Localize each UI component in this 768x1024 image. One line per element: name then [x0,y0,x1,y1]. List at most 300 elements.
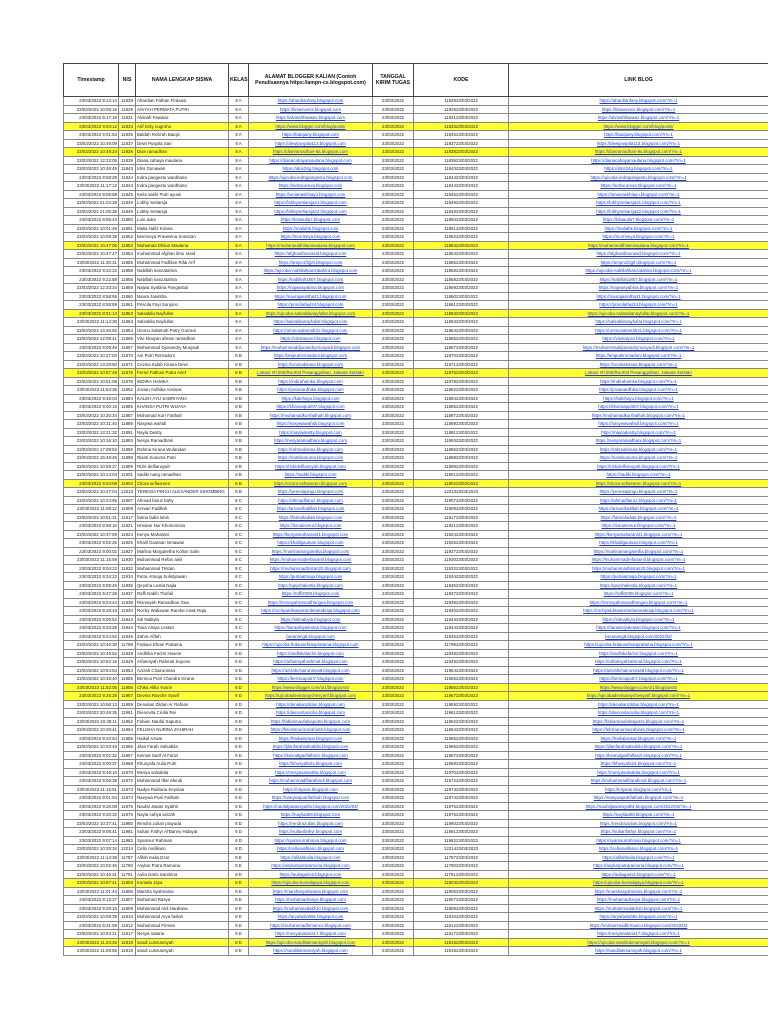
cell-link-blog[interactable]: https://arsvarifadillah.blogspot.com/?m=1 [509,505,768,514]
cell-alamat-link[interactable]: https://yeresiapingu.blogspot.com [249,488,373,497]
cell-alamat-link[interactable]: https://rendrazulian.blogspot.com [249,819,373,828]
cell-alamat-link[interactable]: https://muhammadiftarafendi.blogspot.com [249,777,373,786]
cell-link-blog[interactable]: https://morriseya.blogspot.com/?m=1 [509,233,768,242]
cell-link-blog[interactable]: https://putraatmaja.blogspot.com/?m=1 [509,573,768,582]
cell-tanggal: 23/03/2022 [373,335,414,344]
cell-kelas: 8 A [229,131,249,140]
cell-link-blog[interactable]: https://fabiannaufalsaputra.blogspot.com/?m=1 [509,717,768,726]
cell-alamat-link[interactable]: https://muhamadkurrfatihah.blogspot.com [249,411,373,420]
cell-alamat-link[interactable]: https://denalianzildan.blogspot.com [249,700,373,709]
cell-nis: 11938 [119,598,136,607]
cell-link-blog[interactable]: https://auliagaris2.blogspot.com/?m=1 [509,870,768,879]
cell-timestamp: 23/03/2022 9:48:03 [64,394,119,403]
cell-alamat-link[interactable]: https://nabillah1807.blogspot.com [249,275,373,284]
cell-link-blog[interactable]: https://andhikafachri.blogspot.com/?m=1 [509,649,768,658]
cell-alamat-link[interactable]: https://citora-sefiasreen.blogspot.com [249,479,373,488]
cell-kode: 1192723/03/2022 [414,547,509,556]
cell-alamat-link[interactable]: https://ujicobadevinaraychesyarif.blogspot.com [249,692,373,701]
cell-link-blog[interactable]: https://ummusalamah31.blogspot.com/?m=1 [509,326,768,335]
table-row [64,462,768,471]
cell-link-blog[interactable]: https://dianramadhan-8a.blogspot.com/?m=1 [509,148,768,157]
cell-kelas: 8 C [229,573,249,582]
cell-kode: 1185423/03/2022 [414,250,509,259]
cell-nama: Rendra zulian prayuda [136,819,229,828]
cell-alamat-link[interactable]: https://morriseya.blogspot.com [249,233,373,242]
cell-link-blog[interactable]: https://sadiki.blogspot.com/?m=1 [509,471,768,480]
cell-timestamp: 23/03/2022 10:24:55 [64,496,119,505]
cell-alamat-link[interactable]: https://www.blogger.com/u/1/blog/posts/ [249,683,373,692]
cell-link-blog[interactable]: https://haikalazwar.blogspot.com/?m=1 [509,734,768,743]
table-row [64,292,768,301]
cell-link-blog[interactable]: https://asykarputraramona.blogspot.com/?m=1 [509,862,768,871]
cell-tanggal: 23/03/2022 [373,369,414,378]
cell-kode: 1192423/03/2022 [414,530,509,539]
cell-nama: Mesya salsabila [136,768,229,777]
cell-link-blog[interactable]: https://ampn1f2jph.blogspot.com/?m=1 [509,258,768,267]
cell-nama: Khalil Gautsan Ismawan [136,539,229,548]
cell-alamat-link[interactable]: https://naeywaputrifathiah.blogspot.com [249,794,373,803]
cell-link-blog[interactable]: https://cevinakirana.blogspot.com/?m=1 [509,360,768,369]
cell-link-blog[interactable]: https://muhamadrasya.blogspot.com/?m=1 [509,896,768,905]
cell-kelas: 8 C [229,539,249,548]
cell-alamat-link[interactable]: https://marlinamargaretha.blogspot.com [249,547,373,556]
cell-alamat-link[interactable]: https://muhammadrefanainil.blogspot.com [249,556,373,565]
cell-timestamp: 23/03/2022 9:04:22 [64,564,119,573]
cell-link-blog[interactable]: https://indirahamka.blogspot.com/?m=1 [509,377,768,386]
cell-tanggal: 23/03/2022 [373,938,414,947]
cell-nama: Najwa Syabina Pangastuti [136,284,229,293]
cell-alamat-link[interactable]: https://ujicoba-sandilukmansyah.blogspot.com [249,938,373,947]
cell-link-blog[interactable]: https://ismainenur.blogspot.com/?m=1 [509,522,768,531]
cell-alamat-link[interactable]: https://azizahchairunnisa8.blogspot.com [249,666,373,675]
cell-kode: 1184923/03/2022 [414,207,509,216]
cell-alamat-link[interactable]: https://putraatmaja.blogspot.com [249,573,373,582]
cell-alamat-link[interactable]: https://khansaputri07.blogspot.com [249,403,373,412]
cell-link-blog[interactable]: https://syamsurrahman.blogspot.com/?m=1 [509,836,768,845]
cell-alamat-link[interactable]: https://ujicoba-salsabilanayfullar.blogspot.com [249,309,373,318]
cell-kode: 1179823/03/2022 [414,641,509,650]
cell-kelas: 8 B [229,352,249,361]
cell-tanggal: 23/03/2022 [373,913,414,922]
cell-alamat-link[interactable]: https://sadiki.blogspot.com [249,471,373,480]
cell-link-blog[interactable]: https://ahardianfany.blogspot.com/?m=1 [509,97,768,106]
cell-link-blog[interactable]: https://www.blogger.com/blog/posts/ [509,122,768,131]
cell-link-blog[interactable]: https://naeywaputrifathiah.blogspot.com/?m=1 [509,794,768,803]
cell-link-blog[interactable]: https://sitinabiyla.blogspot.com/?m=1 [509,615,768,624]
cell-link-blog[interactable]: https://celloavrilliano.blogspot.com/?m=1 [509,845,768,854]
table-row [64,199,768,208]
cell-link-blog[interactable]: https://lobbysetiarsja22.blogspot.com/?m=1 [509,207,768,216]
cell-nis: 11976 [119,811,136,820]
cell-kode: 1195523/03/2022 [414,675,509,684]
cell-alamat-link[interactable]: https://nesyaramadhani.blogspot.com [249,437,373,446]
cell-link-blog[interactable]: https://muhammadfirmanco.blogspot.com/2022/03 [509,921,768,930]
cell-alamat-link[interactable]: https://lolaaulia7.blogspot.com [249,216,373,225]
cell-timestamp: 23/03/2022 9:29:15 [64,904,119,913]
cell-link-blog[interactable]: https://aniputriromadoni.blogspot.com/?m=1 [509,352,768,361]
cell-alamat-link[interactable]: Lokasi: Rt.006/Rw.003 Pesanggrahan, Jakarta Selatan [249,369,373,378]
cell-timestamp: 23/03/2022 10:20:34 [64,411,119,420]
cell-alamat-link[interactable]: https://muhameddhilanmaulana.blogspot.com [249,241,373,250]
cell-link-blog[interactable]: https://keimalgarifalfarizi.blogspot.com/?m=1 [509,751,768,760]
cell-alamat-link[interactable]: https://cevinakirana.blogspot.com [249,360,373,369]
cell-kelas: 8 A [229,318,249,327]
cell-alamat-link[interactable]: https://fatmafadia5.blogspot.com [249,513,373,522]
cell-kode: 1194023/03/2022 [414,607,509,616]
cell-timestamp: 23/03/2022 10:54:54 [64,666,119,675]
cell-kode: 1193423/03/2022 [414,573,509,582]
cell-alamat-link[interactable]: https://dienovitacicilia.blogspot.com [249,709,373,718]
cell-link-blog[interactable]: https://riantikusuma.blogspot.com/?m=1 [509,454,768,463]
cell-alamat-link[interactable]: https://nasywawahidi.blogspot.com [249,420,373,429]
cell-alamat-link[interactable]: https://andhikafachri.blogspot.com [249,649,373,658]
cell-nis: 11810 [119,913,136,922]
cell-kode: 1180923/03/2022 [414,904,509,913]
cell-link-blog[interactable]: https://nesyanataria17.blogspot.com/?m=1 [509,930,768,939]
cell-link-blog[interactable]: https://mesyasalsabila.blogspot.com/?m=1 [509,768,768,777]
cell-alamat-link[interactable]: https://dewipuspita113.blogspot.com [249,139,373,148]
cell-nama: Dienovita Cicilia Rei [136,709,229,718]
cell-link-blog[interactable]: https://kalehayu.blogspot.com/?m=1 [509,394,768,403]
cell-link-blog[interactable]: https://ujicoba-kumalajaya.blogspot.com/?m=1 [509,879,768,888]
cell-kode: 1196223/03/2022 [414,717,509,726]
table-row [64,369,768,378]
cell-alamat-link[interactable]: https://alvinahfawwaz.blogspot.com [249,114,373,123]
cell-link-blog[interactable]: https://rahmakirana.blogspot.com/?m=1 [509,445,768,454]
cell-alamat-link[interactable]: https://celloavrilliano.blogspot.com [249,845,373,854]
table-row [64,649,768,658]
cell-link-blog[interactable]: https://fatmafadia5.blogspot.com/?m=1 [509,513,768,522]
cell-tanggal: 23/03/2022 [373,241,414,250]
cell-alamat-link[interactable]: https://auliagaris2.blogspot.com [249,870,373,879]
cell-alamat-link[interactable]: https://tiaraalsiyalestari.blogspot.com [249,624,373,633]
cell-alamat-link[interactable]: https://fabiannaufalsaputra.blogspot.com [249,717,373,726]
cell-alamat-link[interactable]: https://khalilgautsan.blogspot.com [249,539,373,548]
cell-kelas: 8 B [229,386,249,395]
cell-alamat-link[interactable]: https://rahmakirana.blogspot.com [249,445,373,454]
cell-nis: 11917 [119,513,136,522]
cell-alamat-link[interactable]: https://sultanfathyr.blogspot.com [249,828,373,837]
cell-alamat-link[interactable]: https://naurajasintha21.blogspot.com [249,292,373,301]
cell-link-blog[interactable]: https://muhammadrefanainil.blogspot.com/?m=1 [509,556,768,565]
cell-alamat-link[interactable]: https://kalehayu.blogspot.com [249,394,373,403]
cell-alamat-link[interactable]: https://ujicoba-kumalajaya.blogspot.com [249,879,373,888]
table-row [64,862,768,871]
cell-alamat-link[interactable]: https://sitinabiyla.blogspot.com [249,615,373,624]
cell-alamat-link[interactable]: https://indracoreva.blogspot.com [249,182,373,191]
cell-alamat-link[interactable]: https://ujicoba-indrapangestu.blogspot.com [249,173,373,182]
header-alamat-blogger: ALAMAT BLOGGER KALIAN (Contoh Penulisannya https://ampn-cs.blogspot.com) [249,64,373,97]
cell-alamat-link[interactable]: https://raffi2008.blogspot.com [249,590,373,599]
cell-nama: Naufal Jawas Syathir [136,802,229,811]
cell-link-blog[interactable]: https://ahmadfairuz.blogspot.com/?m=1 [509,496,768,505]
cell-alamat-link[interactable]: https://nityarai.blogspot.com [249,785,373,794]
cell-kode: 1192523/03/2022 [414,539,509,548]
cell-link-blog[interactable]: https://dewipuspita113.blogspot.com/?m=1 [509,139,768,148]
cell-alamat-link[interactable]: https://maliahk.blogspot.com [249,224,373,233]
cell-link-blog[interactable]: https://muhammadtristan20.blogspot.com/?m=1 [509,564,768,573]
cell-link-blog[interactable]: https://nasywawahidi.blogspot.com/?m=1 [509,420,768,429]
cell-link-blog[interactable]: https://rismayahramadhangea.blogspot.com/?m=1 [509,598,768,607]
cell-kelas: 8 C [229,607,249,616]
cell-alamat-link[interactable]: https://muhamadrasya.blogspot.com [249,896,373,905]
cell-alamat-link[interactable]: https://keimalgarifalfarizi.blogspot.com [249,751,373,760]
cell-nama: sandi Lukmansyah [136,938,229,947]
cell-alamat-link[interactable]: https://jilanfarahsalsabila.blogspot.com [249,743,373,752]
cell-nis: 11829 [119,105,136,114]
cell-link-blog[interactable]: https://indracoreva.blogspot.com/?m=1 [509,182,768,191]
cell-link-blog[interactable]: https://rizkidelfiansyah.blogspot.com/?m=1 [509,462,768,471]
cell-link-blog[interactable]: https://raffi2008.blogspot.com/?m=1 [509,590,768,599]
cell-link-blog[interactable]: https://ujicoba-indrapangestu.blogspot.com/?m=1 [509,173,768,182]
cell-kode: 1193723/03/2022 [414,590,509,599]
cell-alamat-link[interactable]: https://rizkidelfiansyah.blogspot.com [249,462,373,471]
cell-alamat-link[interactable]: https://haikalazwar.blogspot.com [249,734,373,743]
cell-link-blog[interactable]: https://maliahk.blogspot.com/?m=1 [509,224,768,233]
cell-kode: 1186523/03/2022 [414,335,509,344]
cell-alamat-link[interactable]: https://ismainenur.blogspot.com [249,522,373,531]
cell-alamat-link[interactable]: https://nayladestty.blogspot.com [249,428,373,437]
cell-link-blog[interactable]: https://naufaljawassyathir.blogspot.com/2022/03/?m=1 [509,802,768,811]
cell-kelas: 8 E [229,887,249,896]
cell-alamat-link[interactable]: https://dianacahayamaulana.blogspot.com [249,156,373,165]
cell-link-blog[interactable]: https://nabillah1807.blogspot.com/?m=1 [509,275,768,284]
cell-alamat-link[interactable]: https://ionianaskhiayu.blogspot.com [249,190,373,199]
cell-kelas: 8 C [229,522,249,531]
cell-kode: 1186423/03/2022 [414,326,509,335]
cell-link-blog[interactable]: https://ujicoba-salsabilanayfullar.blogspot.com/?m=1 [509,309,768,318]
cell-link-blog[interactable]: https://denalianzildan.blogspot.com/?m=1 [509,700,768,709]
cell-nama: Rizki delfiansyah [136,462,229,471]
cell-timestamp: 23/03/2022 10:25:34 [64,845,119,854]
cell-alamat-link[interactable]: https://riantikusuma.blogspot.com [249,454,373,463]
cell-timestamp: 23/03/2022 10:48:40 [64,675,119,684]
cell-link-blog[interactable]: https://ujicoba-firdausefnanpratama.blogspot.com/?m=1 [509,641,768,650]
cell-nis: 11898 [119,454,136,463]
cell-link-blog[interactable]: https://arfiansyahrahmat.blogspot.com/?m=1 [509,658,768,667]
cell-alamat-link[interactable]: https://muhammadtristan20.blogspot.com [249,564,373,573]
table-row [64,564,768,573]
cell-link-blog[interactable]: https://muhammadiftarafendi.blogspot.com/?m=1 [509,777,768,786]
cell-nama: Muhammad Tristan [136,564,229,573]
cell-alamat-link[interactable]: https://dianramadhan-8a.blogspot.com [249,148,373,157]
cell-link-blog[interactable]: https://najwasyabina.blogspot.com/?m=1 [509,284,768,293]
cell-link-blog[interactable]: https://lobbysetiarsja21.blogspot.com/?m=1 [509,199,768,208]
cell-alamat-link[interactable]: https://alifahkaila.blogspot.com [249,853,373,862]
cell-link-blog[interactable]: https://muhammaddjunandrymusyadi.blogspot.com/?m=1 [509,343,768,352]
table-row [64,131,768,140]
cell-link-blog[interactable]: https://nesyaramadhani.blogspot.com/?m=1 [509,437,768,446]
cell-link-blog[interactable]: https://citora-sefiasreen.blogspot.com/?m=1 [509,479,768,488]
cell-link-blog[interactable]: https://azizahchairunnisa8.blogspot.com/?m=1 [509,666,768,675]
cell-kode: 1184423/03/2022 [414,173,509,182]
cell-link-blog[interactable]: https://salsabilanayfullar.blogspot.com/?m=1 [509,318,768,327]
cell-alamat-link[interactable]: https://rismayahramadhangea.blogspot.com [249,598,373,607]
cell-tanggal: 23/03/2022 [373,114,414,123]
cell-link-blog[interactable]: https://jilanfarahsalsabila.blogspot.com/?m=1 [509,743,768,752]
cell-timestamp: 23/03/2022 8:56:43 [64,216,119,225]
cell-link-blog[interactable]: https://ujicobadevinaraychesyarif.blogspot.com/?m=1 [509,692,768,701]
cell-alamat-link[interactable]: https://rochywidiswanrambeanakraja.blogspot.com [249,607,373,616]
cell-alamat-link[interactable]: https://lintasvenix.blogspot.com [249,105,373,114]
table-row [64,488,768,497]
cell-link-blog[interactable]: https://dienovitacicilia.blogspot.com/?m=1 [509,709,768,718]
cell-link-blog[interactable]: https://ujicoba-sandilukmansyah.blogspot.com/?m=1 [509,938,768,947]
cell-link-blog[interactable]: https://bernicaputri7.blogspot.com/?m=1 [509,675,768,684]
cell-link-blog[interactable]: https://yeresiapingu.blogspot.com/?m=1 [509,488,768,497]
cell-link-blog[interactable]: https://idris24g.blogspot.com/?m=1 [509,165,768,174]
cell-alamat-link[interactable]: https://nayliaa08.blogspot.com [249,811,373,820]
cell-link-blog[interactable]: https://tiaraalsiyalestari.blogspot.com/?m=1 [509,624,768,633]
cell-link-blog[interactable]: https://alifahkaila.blogspot.com/?m=1 [509,853,768,862]
cell-link-blog[interactable]: https://lolaaulia7.blogspot.com/?m=1 [509,216,768,225]
table-row [64,556,768,565]
cell-alamat-link[interactable]: https://syamsurrahman.blogspot.com [249,836,373,845]
cell-link-blog[interactable]: https://khusyafa24.blogspot.com/?m=1 [509,760,768,769]
cell-alamat-link[interactable]: https://asykarputraramona.blogspot.com [249,862,373,871]
cell-alamat-link[interactable]: https://kenyamaharani21.blogspot.com [249,530,373,539]
cell-link-blog[interactable]: https://dianacahayamaulana.blogspot.com/?m=1 [509,156,768,165]
cell-link-blog[interactable]: https://sandilukmansyah.blogspot.com/?m=1 [509,947,768,956]
cell-alamat-link[interactable]: https://baiqiany.blogspot.com [249,131,373,140]
cell-alamat-link[interactable]: https://aniputriromadoni.blogspot.com [249,352,373,361]
cell-link-blog[interactable]: https://baiqiany.blogspot.com/?m=1 [509,131,768,140]
cell-kode: 1194423/03/2022 [414,624,509,633]
cell-alamat-link[interactable]: https://lobbysetiarsja22.blogspot.com [249,207,373,216]
cell-alamat-link[interactable]: https://muhammaddjunandrymusyadi.blogspot.com [249,343,373,352]
cell-kode: 1180523/03/2022 [414,887,509,896]
cell-alamat-link[interactable]: https://marshasyahirania.blogspot.com [249,887,373,896]
cell-alamat-link[interactable]: https://ujicoba-firdausefnanpratama.blogspot.com [249,641,373,650]
cell-nis: 11967 [119,751,136,760]
cell-alamat-link[interactable]: https://indirahamka.blogspot.com [249,377,373,386]
cell-link-blog[interactable]: https://naurajasintha21.blogspot.com/?m=1 [509,292,768,301]
cell-alamat-link[interactable]: https://nesyanataria17.blogspot.com [249,930,373,939]
cell-kelas: 8 E [229,938,249,947]
cell-nis: 11887 [119,411,136,420]
cell-link-blog[interactable]: https://marshasyahirania.blogspot.com/?m=1 [509,887,768,896]
cell-alamat-link[interactable]: https://arfiansyahrahmat.blogspot.com [249,658,373,667]
cell-link-blog[interactable]: https://nityarai.blogspot.com/?m=1 [509,785,768,794]
cell-tanggal: 23/03/2022 [373,292,414,301]
cell-link-blog[interactable]: https://kenyamaharani21.blogspot.com/?m=1 [509,530,768,539]
cell-nama: Vito khaiyan ahnan ramadhan [136,335,229,344]
cell-nama: Salsabila Nayfullar [136,309,229,318]
cell-alamat-link[interactable]: https://naufaljawassyathir.blogspot.com/2022/03/ [249,802,373,811]
cell-alamat-link[interactable]: https://arsvarifadillah.blogspot.com [249,505,373,514]
table-row [64,828,768,837]
cell-alamat-link[interactable]: https://ampn1f2jph.blogspot.com [249,258,373,267]
cell-alamat-link[interactable]: https://afghanibnurasid.blogspot.com [249,250,373,259]
cell-kelas: 8 C [229,598,249,607]
cell-link-blog[interactable]: https://muhameddhilanmaulana.blogspot.com/?m=1 [509,241,768,250]
cell-link-blog[interactable]: https://nayladestty.blogspot.com/?m=1 [509,428,768,437]
cell-link-blog[interactable]: https://ionianaskhiayu.blogspot.com/?m=1 [509,190,768,199]
cell-link-blog[interactable]: https://nayliaa08.blogspot.com/?m=1 [509,811,768,820]
cell-link-blog[interactable]: https://jovianardhika.blogspot.com/?m=1 [509,386,768,395]
cell-alamat-link[interactable]: https://felishanurinazahirah.blogspot.com [249,726,373,735]
cell-alamat-link[interactable]: https://idris24g.blogspot.com [249,165,373,174]
cell-alamat-link[interactable]: https://www.blogger.com/blog/posts/ [249,122,373,131]
cell-link-blog[interactable]: https://qeyshalestia.blogspot.com/?m=1 [509,581,768,590]
cell-kode: 1221423/03/2022 [414,845,509,854]
cell-alamat-link[interactable]: https://salsabilanayfullar.blogspot.com [249,318,373,327]
cell-link-blog[interactable]: https://rochywidiswanrambeanakraja.blogspot.com/?m=1 [509,607,768,616]
cell-link-blog[interactable]: beranang8.blogspot.com/2022/03/ [509,632,768,641]
cell-link-blog[interactable]: https://marlinamargaretha.blogspot.com/?m=1 [509,547,768,556]
cell-link-blog[interactable]: https://khalilgautsan.blogspot.com/?m=1 [509,539,768,548]
cell-alamat-link[interactable]: https://muhammadfirmanco.blogspot.com [249,921,373,930]
cell-link-blog[interactable]: https://vitokaiyan.blogspot.com/?m=1 [509,335,768,344]
cell-alamat-link[interactable]: https://sandilukmansyah.blogspot.com [249,947,373,956]
cell-link-blog[interactable]: Lokasi: Rt.006/Rw.003 Pesanggrahan, Jakarta Selatan [509,369,768,378]
cell-alamat-link[interactable]: https://mesyasalsabila.blogspot.com [249,768,373,777]
cell-alamat-link[interactable]: https://ahmadfairuz.blogspot.com [249,496,373,505]
cell-kelas: 8 E [229,904,249,913]
cell-nis: 11970 [119,768,136,777]
cell-nis: 11909 [119,505,136,514]
cell-alamat-link[interactable]: https://aryafaslah8e.blogspot.com [249,913,373,922]
cell-link-blog[interactable]: https://www.blogger.com/u/1/blog/posts/ [509,683,768,692]
cell-link-blog[interactable]: https://ujicoba-nabillahkanzatahira.blogspot.com/?m=1 [509,267,768,276]
cell-alamat-link[interactable]: https://jovianardhika.blogspot.com [249,386,373,395]
table-row [64,241,768,250]
cell-tanggal: 23/03/2022 [373,811,414,820]
cell-alamat-link[interactable]: https://qeyshalestia.blogspot.com [249,581,373,590]
cell-kode: 1195423/03/2022 [414,666,509,675]
cell-kode: 1193823/03/2022 [414,598,509,607]
cell-alamat-link[interactable]: https://najwasyabina.blogspot.com [249,284,373,293]
cell-nama: Khusyafa Aulia Putri [136,760,229,769]
cell-alamat-link[interactable]: https://ujicoba-nabillahkanzatahira.blogspot.com [249,267,373,276]
table-row [64,598,768,607]
cell-link-blog[interactable]: https://aryafaslah8e.blogspot.com/?m=1 [509,913,768,922]
cell-timestamp: 23/03/2022 9:22:22 [64,267,119,276]
cell-link-blog[interactable]: https://lintasvenix.blogspot.com/?m=1 [509,105,768,114]
cell-alamat-link[interactable]: https://priscilafayi24.blogspot.com [249,301,373,310]
cell-tanggal: 23/03/2022 [373,513,414,522]
cell-kode: 1192123/03/2022 [414,522,509,531]
cell-link-blog[interactable]: https://muhamadkurrfatihah.blogspot.com/?m=1 [509,411,768,420]
cell-alamat-link[interactable]: https://ummusalamah31.blogspot.com [249,326,373,335]
cell-alamat-link[interactable]: https://vitokaiyan.blogspot.com [249,335,373,344]
cell-alamat-link[interactable]: https://khusyafa24.blogspot.com [249,760,373,769]
cell-kelas: 8 A [229,114,249,123]
cell-nis: 11943 [119,615,136,624]
table-row [64,258,768,267]
cell-link-blog[interactable]: https://sultanfathyr.blogspot.com/?m=1 [509,828,768,837]
cell-link-blog[interactable]: https://priscilafayi24.blogspot.com/?m=1 [509,301,768,310]
cell-tanggal: 23/03/2022 [373,692,414,701]
cell-kelas: 8 D [229,717,249,726]
cell-alamat-link[interactable]: beranang8.blogspot.com [249,632,373,641]
cell-link-blog[interactable]: https://khansaputri07.blogspot.com/?m=1 [509,403,768,412]
cell-link-blog[interactable]: https://felishanurinazahirah.blogspot.com/?m=1 [509,726,768,735]
cell-link-blog[interactable]: https://alvinahfawwaz.blogspot.com/?m=1 [509,114,768,123]
cell-link-blog[interactable]: https://muhammadaldi10.blogspot.com/?m=1 [509,904,768,913]
cell-link-blog[interactable]: https://rendrazulian.blogspot.com/?m=1 [509,819,768,828]
cell-alamat-link[interactable]: https://lobbysetiarsja21.blogspot.com [249,199,373,208]
cell-alamat-link[interactable]: https://bernicaputri7.blogspot.com [249,675,373,684]
cell-alamat-link[interactable]: https://muhammadaldi10.blogspot.com [249,904,373,913]
cell-link-blog[interactable]: https://afghanibnurasid.blogspot.com/?m=1 [509,250,768,259]
cell-nis: 11818 [119,947,136,956]
table-row [64,394,768,403]
cell-nama: Zahra Afifah [136,632,229,641]
cell-timestamp: 23/03/2022 9:00:16 [64,403,119,412]
cell-nama: Andhika Fachri Husein [136,649,229,658]
cell-alamat-link[interactable]: https://ahardianfany.blogspot.com [249,97,373,106]
